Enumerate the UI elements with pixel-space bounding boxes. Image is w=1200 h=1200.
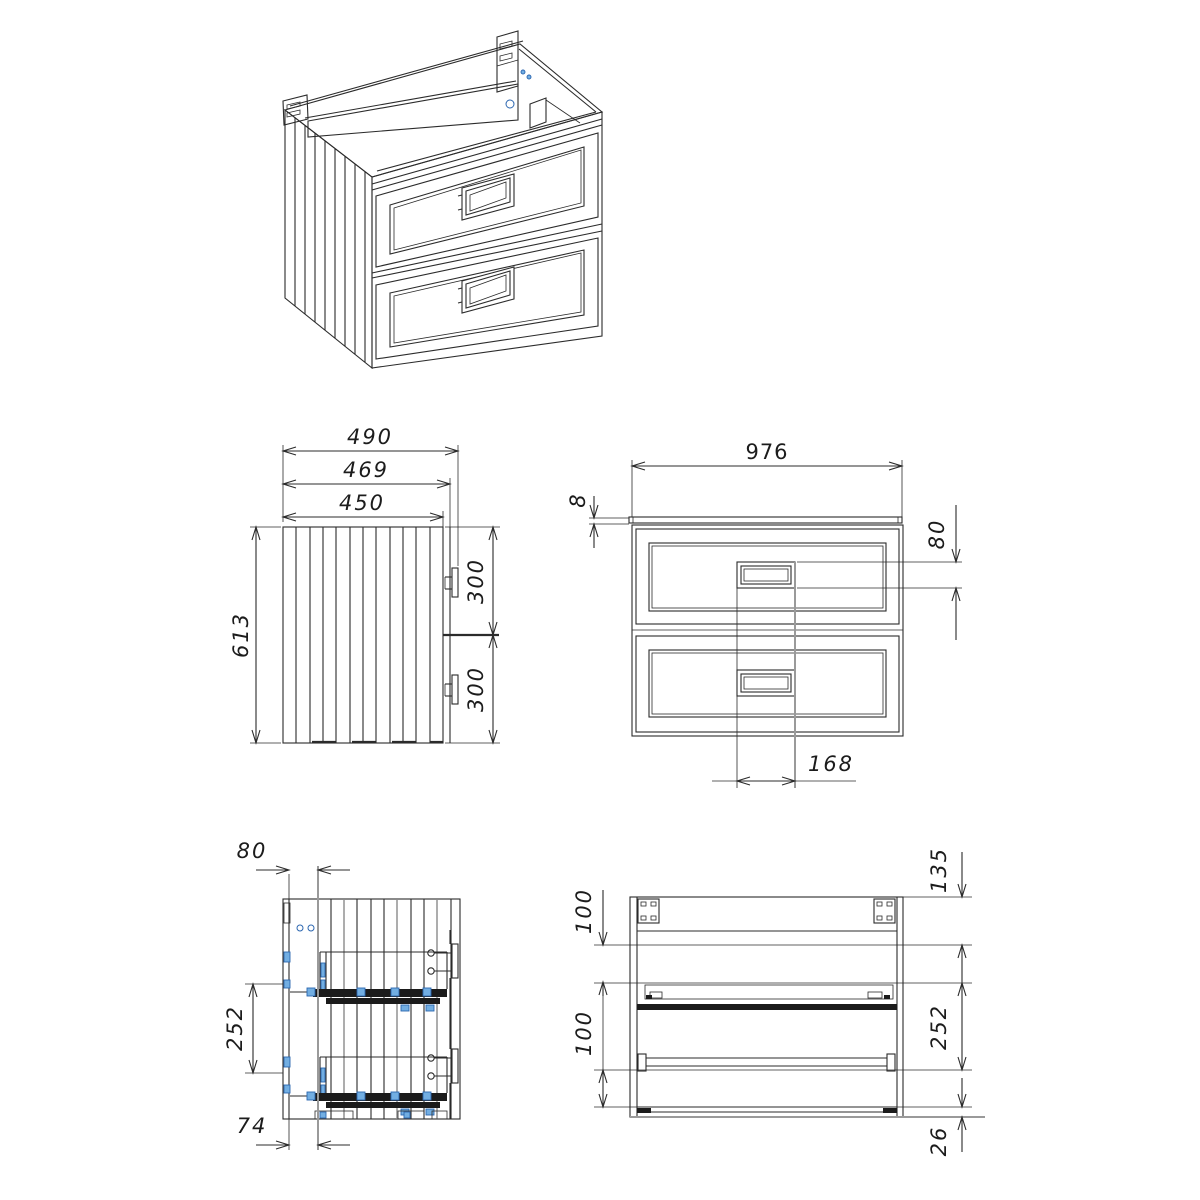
fs-slide-rail-lower [638, 1054, 895, 1071]
dim-width: 976 [745, 440, 789, 464]
dim-slide-spacing-front: 252 [927, 1003, 951, 1051]
dim-slide-spacing-side: 252 [223, 1004, 247, 1052]
dim-bottom-inset: 74 [236, 1114, 268, 1138]
dim-bottom-rail: 26 [927, 1125, 951, 1157]
dim-upper-gap: 100 [572, 887, 596, 935]
isometric-view [283, 31, 602, 368]
fs-bracket-right [874, 899, 895, 923]
side-handle-upper [452, 568, 458, 597]
front-section-view [572, 847, 985, 1156]
dim-top-panel: 8 [566, 492, 590, 508]
dim-depth-overall: 490 [346, 425, 394, 449]
fs-bottom-rail [630, 1107, 985, 1117]
iso-back-rail [305, 81, 518, 137]
iso-front-face [372, 112, 602, 368]
dim-top-inset: 80 [236, 839, 268, 863]
section-drawer-upper [290, 944, 458, 1011]
fs-slide-rail-upper [637, 985, 897, 1010]
front-carcass [632, 525, 903, 736]
section-drawer-lower [290, 1049, 458, 1119]
side-section-view [223, 839, 460, 1150]
side-panel [283, 527, 443, 743]
iso-handle-lower [458, 267, 514, 313]
section-handle-upper [452, 944, 458, 978]
front-section-dimensions [572, 847, 972, 1156]
front-view [566, 440, 962, 788]
dim-height: 613 [229, 611, 253, 659]
section-handle-lower [452, 1049, 458, 1083]
dim-lower-gap: 100 [572, 1009, 596, 1057]
side-view [229, 425, 500, 743]
iso-handle-upper [458, 174, 514, 220]
dim-depth-carcass: 450 [338, 491, 386, 515]
dim-drawer-upper: 300 [464, 557, 488, 605]
iso-side-panel [285, 110, 372, 368]
dim-depth-with-front: 469 [342, 458, 390, 482]
dim-bracket-drop: 135 [927, 846, 951, 894]
dim-drawer-lower: 300 [464, 665, 488, 713]
front-countertop [629, 517, 902, 523]
dim-handle-width: 168 [807, 752, 855, 776]
dim-handle-offset: 80 [925, 518, 949, 550]
side-dimensions [229, 425, 500, 743]
side-handle-lower [452, 675, 458, 704]
front-handles [737, 562, 795, 696]
fs-bracket-left [638, 899, 659, 923]
